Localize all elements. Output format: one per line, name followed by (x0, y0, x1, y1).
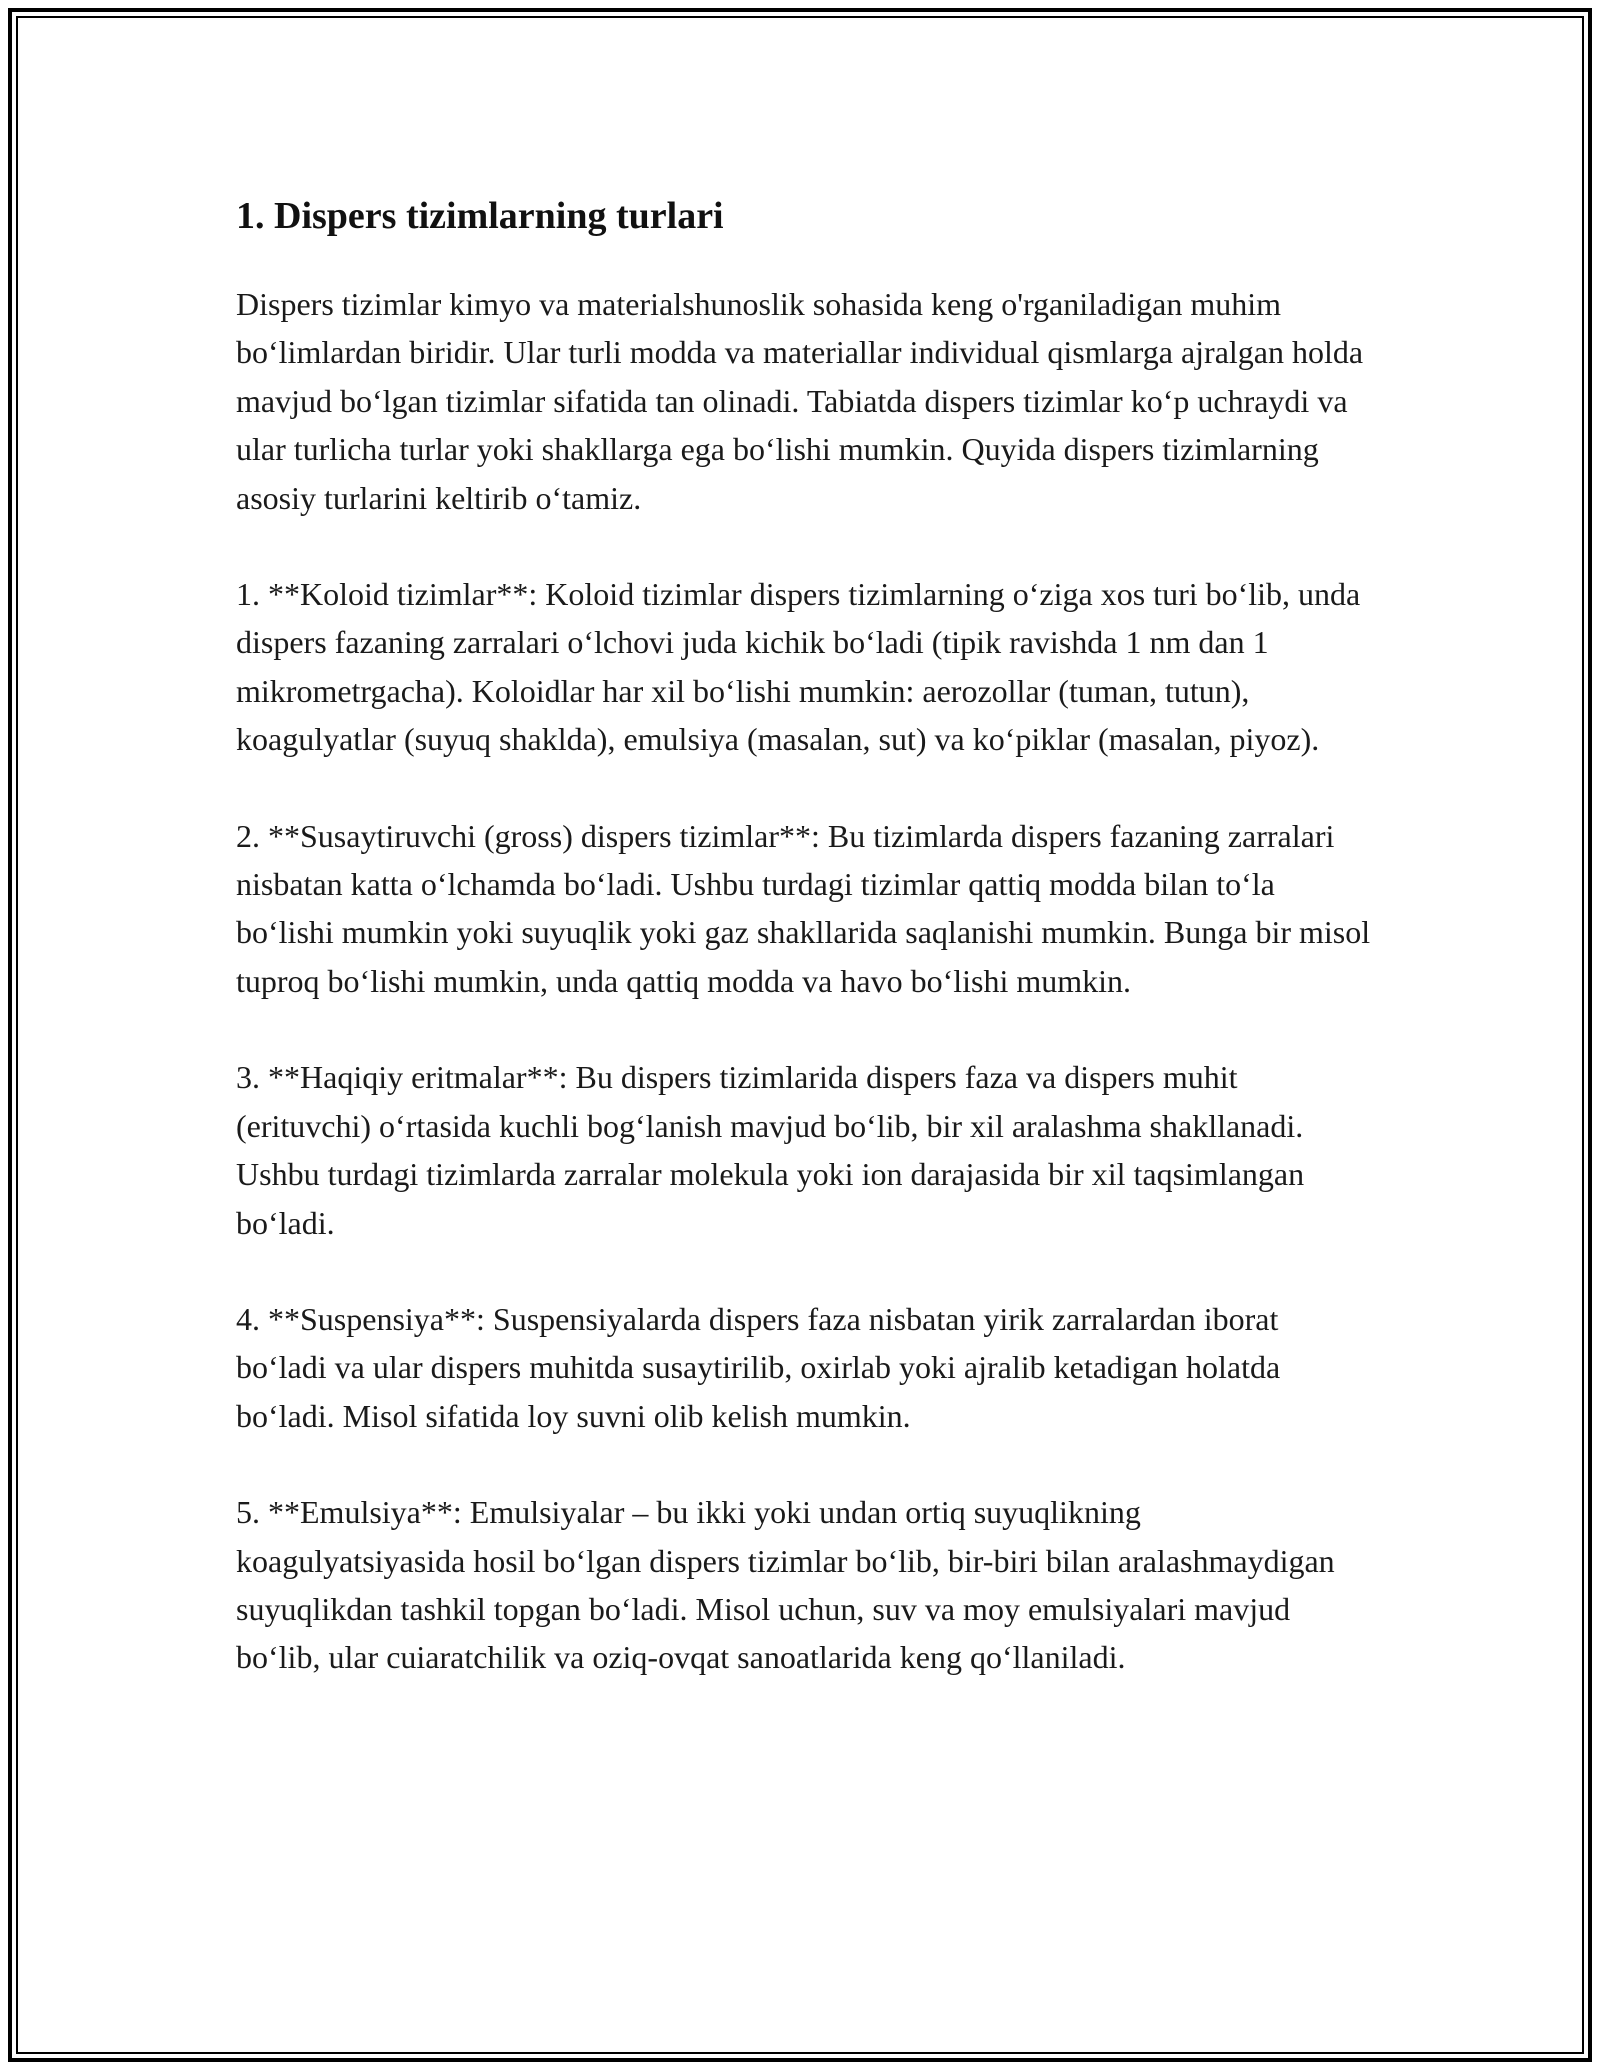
paragraph-suspension: 4. **Suspensiya**: Suspensiyalarda dispers faza nisbatan yirik zarralardan iborat bo‘ladi va ular dispers muhitda susaytirilib, oxirlab yoki ajralib ketadigan holatda bo‘ladi. Misol sifatida loy suvni olib kelish mumkin. (236, 1300, 1281, 1434)
document-page (236, 180, 1376, 1730)
paragraph-emulsion: 5. **Emulsiya**: Emulsiyalar – bu ikki yoki undan ortiq suyuqlikning koagulyatsiyasida hosil bo‘lgan dispers tizimlar bo‘lib, bir-biri bilan aralashmaydigan suyuqlikdan tashkil topgan bo‘ladi. Misol uchun, suv va moy emulsiyalari mavjud bo‘lib, ular cuiaratchilik va oziq-ovqat sanoatlarida keng qo‘llaniladi. (236, 1494, 1335, 1676)
paragraph-gross-dispersed-systems: 2. **Susaytiruvchi (gross) dispers tizimlar**: Bu tizimlarda dispers fazaning zarralari nisbatan katta o‘lchamda bo‘ladi. Ushbu turdagi tizimlar qattiq modda bilan to‘la bo‘lishi mumkin yoki suyuqlik yoki gaz shakllarida saqlanishi mumkin. Bunga bir misol tuproq bo‘lishi mumkin, unda qattiq modda va havo bo‘lishi mumkin. (236, 817, 1371, 999)
paragraph-true-solutions: 3. **Haqiqiy eritmalar**: Bu dispers tizimlarida dispers faza va dispers muhit (erituvchi) o‘rtasida kuchli bog‘lanish mavjud bo‘lib, bir xil aralashma shakllanadi. Ushbu turdagi tizimlarda zarralar molekula yoki ion darajasida bir xil taqsimlangan bo‘ladi. (236, 1059, 1305, 1241)
section-title: 1. Dispers tizimlarning turlari (236, 195, 724, 237)
intro-paragraph: Dispers tizimlar kimyo va materialshunoslik sohasida keng o'rganiladigan muhim bo‘limlardan biridir. Ular turli modda va materiallar individual qismlarga ajralgan holda mavjud bo‘lgan tizimlar sifatida tan olinadi. Tabiatda dispers tizimlar ko‘p uchraydi va ular turlicha turlar yoki shakllarga ega bo‘lishi mumkin. Quyida dispers tizimlarning asosiy turlarini keltirib o‘tamiz. (236, 286, 1364, 516)
paragraph-colloid-systems: 1. **Koloid tizimlar**: Koloid tizimlar dispers tizimlarning o‘ziga xos turi bo‘lib, unda dispers fazaning zarralari o‘lchovi juda kichik bo‘ladi (tipik ravishda 1 nm dan 1 mikrometrgacha). Koloidlar har xil bo‘lishi mumkin: aerozollar (tuman, tutun), koagulyatlar (suyuq shaklda), emulsiya (masalan, sut) va ko‘piklar (masalan, piyoz). (236, 576, 1361, 758)
